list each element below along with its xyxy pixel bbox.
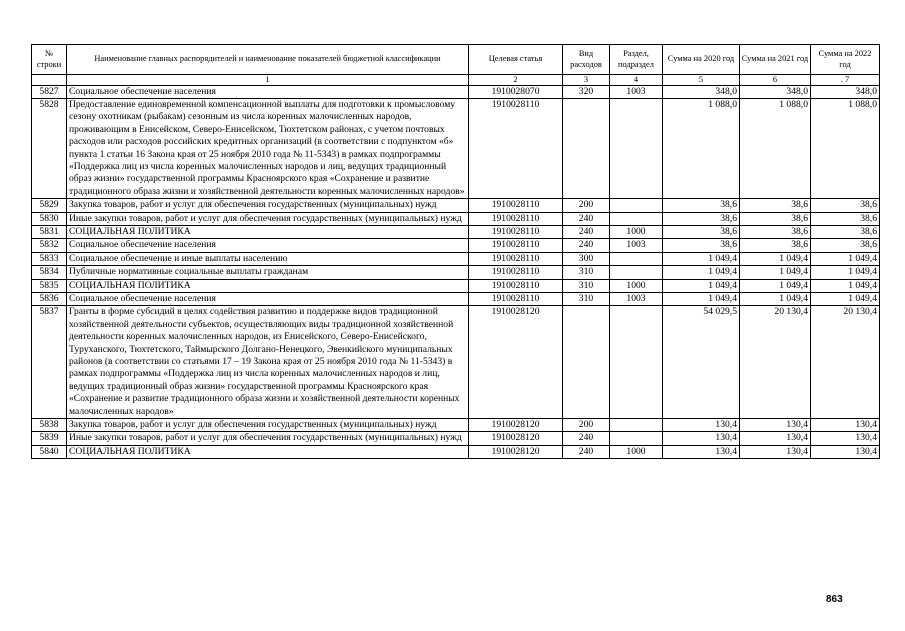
row-expense-type: 240 [563,225,610,238]
header-num: № строки [32,45,67,75]
row-sum-2020: 1 049,4 [663,279,740,292]
row-sum-2022: 38,6 [811,239,880,252]
row-section: 1003 [610,85,663,98]
row-section [610,419,663,432]
row-name: Гранты в форме субсидий в целях содействия развитию и поддержке видов традиционной хозяйственной деятельности субъектов, осуществляющих виды традиционной хозяйственной деятельности коренных малочисленных народов, из Енисейского, Северо-Енисейского, Туруханского, Тюхтетского, Таймырского Долгано-Ненецкого, Эвенкийского муниципальных районов (в соответствии со статьями 17 – 19 Закона края от 25 ноября 2010 года № 11-5343) в рамках подпрограммы «Поддержка лиц из числа коренных малочисленных народов и лиц, ведущих традиционный образ жизни» государственной программы Красноярского края «Сохранение и развитие традиционного образа жизни и хозяйственной деятельности коренных малочисленных народов» [67,306,469,419]
row-number: 5835 [32,279,67,292]
row-section: 1000 [610,225,663,238]
row-number: 5831 [32,225,67,238]
row-sum-2020: 38,6 [663,212,740,225]
row-section [610,252,663,265]
row-sum-2021: 38,6 [740,199,811,212]
row-number: 5829 [32,199,67,212]
row-sum-2022: 130,4 [811,445,880,458]
table-row [32,266,880,279]
row-name: Закупка товаров, работ и услуг для обеспечения государственных (муниципальных) нужд [67,199,469,212]
column-numbers-row [32,75,880,86]
row-target-article: 1910028120 [469,432,563,445]
row-sum-2020: 38,6 [663,239,740,252]
row-section: 1003 [610,239,663,252]
page-number: 863 [826,594,843,605]
row-expense-type: 240 [563,212,610,225]
table-row [32,419,880,432]
row-sum-2020: 1 049,4 [663,252,740,265]
row-sum-2022: 130,4 [811,432,880,445]
row-target-article: 1910028110 [469,199,563,212]
table-body [32,85,880,459]
row-section [610,199,663,212]
row-name: Социальное обеспечение населения [67,293,469,306]
row-expense-type: 300 [563,252,610,265]
row-sum-2020: 1 088,0 [663,98,740,198]
row-number: 5830 [32,212,67,225]
table-row [32,199,880,212]
row-number: 5827 [32,85,67,98]
row-target-article: 1910028110 [469,279,563,292]
row-sum-2021: 1 049,4 [740,252,811,265]
row-name: Иные закупки товаров, работ и услуг для обеспечения государственных (муниципальных) нужд [67,432,469,445]
row-expense-type [563,98,610,198]
row-sum-2020: 130,4 [663,419,740,432]
row-name: Социальное обеспечение населения [67,85,469,98]
row-target-article: 1910028110 [469,252,563,265]
row-sum-2022: 20 130,4 [811,306,880,419]
row-target-article: 1910028110 [469,212,563,225]
row-section: 1000 [610,279,663,292]
row-section [610,306,663,419]
table-row [32,212,880,225]
row-sum-2020: 348,0 [663,85,740,98]
row-name: Публичные нормативные социальные выплаты гражданам [67,266,469,279]
column-number-cell [32,75,67,86]
table-row [32,432,880,445]
row-number: 5839 [32,432,67,445]
column-number-cell: . 7 [811,75,880,86]
row-sum-2020: 1 049,4 [663,266,740,279]
row-section [610,432,663,445]
row-number: 5836 [32,293,67,306]
row-sum-2021: 130,4 [740,419,811,432]
header-vid: Вид расходов [563,45,610,75]
row-expense-type: 320 [563,85,610,98]
row-name: Закупка товаров, работ и услуг для обеспечения государственных (муниципальных) нужд [67,419,469,432]
row-sum-2022: 1 049,4 [811,266,880,279]
row-name: СОЦИАЛЬНАЯ ПОЛИТИКА [67,445,469,458]
row-target-article: 1910028120 [469,306,563,419]
column-number-cell: 6 [740,75,811,86]
row-sum-2021: 38,6 [740,239,811,252]
row-section: 1000 [610,445,663,458]
row-expense-type [563,306,610,419]
header-sum2020: Сумма на 2020 год [663,45,740,75]
row-target-article: 1910028110 [469,239,563,252]
row-name: Социальное обеспечение населения [67,239,469,252]
column-number-cell: 1 [67,75,469,86]
header-sum2022: Сумма на 2022 год [811,45,880,75]
row-sum-2022: 38,6 [811,199,880,212]
row-section: 1003 [610,293,663,306]
row-target-article: 1910028110 [469,293,563,306]
row-sum-2021: 130,4 [740,445,811,458]
row-expense-type: 200 [563,419,610,432]
row-sum-2022: 1 049,4 [811,279,880,292]
row-target-article: 1910028110 [469,98,563,198]
header-target: Целевая статья [469,45,563,75]
row-section [610,266,663,279]
row-target-article: 1910028070 [469,85,563,98]
table-row [32,85,880,98]
row-sum-2021: 1 049,4 [740,279,811,292]
row-number: 5837 [32,306,67,419]
row-name: СОЦИАЛЬНАЯ ПОЛИТИКА [67,225,469,238]
table-row [32,279,880,292]
column-number-cell: 4 [610,75,663,86]
row-sum-2021: 348,0 [740,85,811,98]
row-sum-2020: 54 029,5 [663,306,740,419]
row-target-article: 1910028110 [469,225,563,238]
row-expense-type: 240 [563,445,610,458]
row-expense-type: 310 [563,279,610,292]
row-sum-2022: 1 049,4 [811,252,880,265]
row-number: 5840 [32,445,67,458]
table-row [32,98,880,198]
column-number-cell: 2 [469,75,563,86]
row-number: 5828 [32,98,67,198]
row-number: 5832 [32,239,67,252]
row-sum-2021: 1 049,4 [740,266,811,279]
row-sum-2022: 38,6 [811,212,880,225]
row-number: 5834 [32,266,67,279]
row-sum-2022: 1 049,4 [811,293,880,306]
row-number: 5833 [32,252,67,265]
row-target-article: 1910028120 [469,419,563,432]
row-name: Социальное обеспечение и иные выплаты населению [67,252,469,265]
table-row [32,293,880,306]
table-row [32,225,880,238]
row-number: 5838 [32,419,67,432]
row-sum-2021: 38,6 [740,212,811,225]
row-sum-2020: 130,4 [663,432,740,445]
row-sum-2020: 38,6 [663,199,740,212]
row-sum-2020: 38,6 [663,225,740,238]
table-row [32,239,880,252]
column-number-cell: 3 [563,75,610,86]
row-sum-2021: 20 130,4 [740,306,811,419]
row-sum-2022: 348,0 [811,85,880,98]
row-target-article: 1910028120 [469,445,563,458]
row-sum-2022: 38,6 [811,225,880,238]
row-expense-type: 240 [563,239,610,252]
row-sum-2021: 38,6 [740,225,811,238]
row-sum-2021: 130,4 [740,432,811,445]
row-section [610,98,663,198]
row-expense-type: 310 [563,293,610,306]
column-number-cell: 5 [663,75,740,86]
header-razdel: Раздел, подраздел [610,45,663,75]
row-section [610,212,663,225]
row-name: СОЦИАЛЬНАЯ ПОЛИТИКА [67,279,469,292]
row-sum-2020: 130,4 [663,445,740,458]
row-sum-2022: 1 088,0 [811,98,880,198]
row-target-article: 1910028110 [469,266,563,279]
header-row [32,45,880,75]
row-name: Предоставление единовременной компенсационной выплаты для подготовки к промысловому сезону охотникам (рыбакам) сезонным из числа коренных малочисленных народов, проживающим в Енисейском, Северо-Енисейском, Тюхтетском районах, с учетом почтовых расходов или расходов российских кредитных организаций (в соответствии с подпунктом «б» пункта 1 статьи 16 Закона края от 25 ноября 2010 года № 11-5343) в рамках подпрограммы «Поддержка лиц из числа коренных малочисленных народов и лиц, ведущих традиционный образ жизни» государственной программы Красноярского края «Сохранение и развитие традиционного образа жизни и хозяйственной деятельности коренных малочисленных народов» [67,98,469,198]
row-sum-2022: 130,4 [811,419,880,432]
header-sum2021: Сумма на 2021 год [740,45,811,75]
row-sum-2021: 1 088,0 [740,98,811,198]
row-sum-2021: 1 049,4 [740,293,811,306]
row-expense-type: 240 [563,432,610,445]
row-expense-type: 310 [563,266,610,279]
table-row [32,306,880,419]
budget-table [31,44,880,459]
table-row [32,252,880,265]
row-name: Иные закупки товаров, работ и услуг для обеспечения государственных (муниципальных) нужд [67,212,469,225]
table-row [32,445,880,458]
row-expense-type: 200 [563,199,610,212]
row-sum-2020: 1 049,4 [663,293,740,306]
header-name: Наименование главных распорядителей и наименование показателей бюджетной классификации [67,45,469,75]
